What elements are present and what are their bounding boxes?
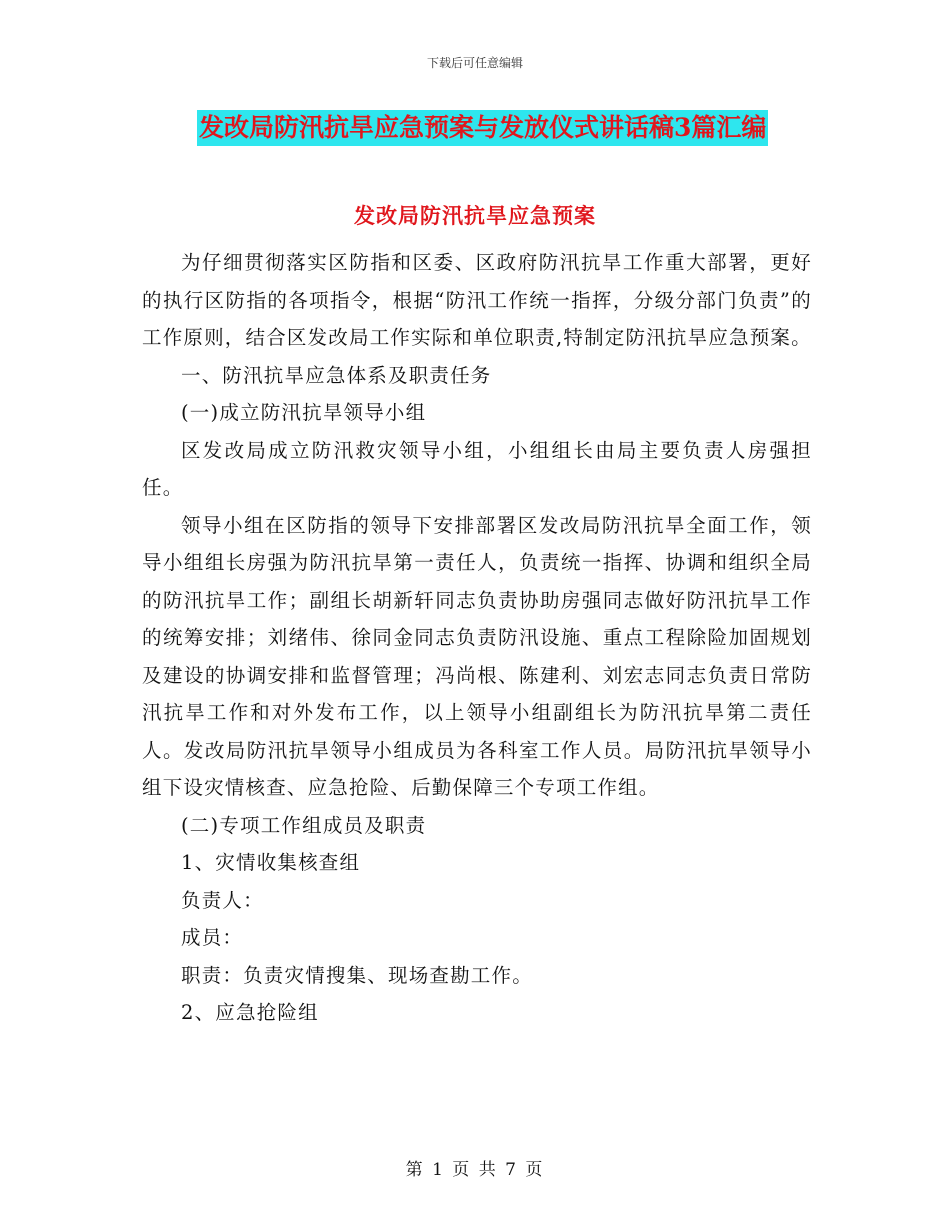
paragraph-intro: 为仔细贯彻落实区防指和区委、区政府防汛抗旱工作重大部署，更好的执行区防指的各项指令，根据“防汛工作统一指挥，分级分部门负责”的工作原则，结合区发改局工作实际和单位职责,特制定防汛抗旱应急预案。 [142, 251, 812, 349]
line-members: 成员： [181, 926, 244, 949]
page-number-footer: 第 1 页 共 7 页 [405, 1160, 545, 1180]
heading-emergency-rescue-group: 2、应急抢险组 [181, 1001, 319, 1024]
heading-special-groups: (二)专项工作组成员及职责 [181, 813, 427, 837]
paragraph-group-duties: 领导小组在区防指的领导下安排部署区发改局防汛抗旱全面工作，领导小组组长房强为防汛抗旱第一责任人，负责统一指挥、协调和组织全局的防汛抗旱工作；副组长胡新轩同志负责协助房强同志做好防汛抗旱工作的统筹安排；刘绪伟、徐同金同志负责防汛设施、重点工程除险加固规划及建设的协调安排和监督管理；冯尚根、陈建利、刘宏志同志负责日常防汛抗旱工作和对外发布工作，以上领导小组副组长为防汛抗旱第二责任人。发改局防汛抗旱领导小组成员为各科室工作人员。局防汛抗旱领导小组下设灾情核查、应急抢险、后勤保障三个专项工作组。 [142, 513, 812, 799]
line-person-in-charge: 负责人： [181, 888, 264, 912]
section-title: 发改局防汛抗旱应急预案 [354, 203, 596, 228]
page-header-note: 下载后可任意编辑 [426, 56, 523, 70]
line-duties: 职责：负责灾情搜集、现场查勘工作。 [181, 963, 533, 987]
paragraph-group-leader: 区发改局成立防汛救灾领导小组，小组组长由局主要负责人房强担任。 [142, 438, 812, 499]
heading-disaster-check-group: 1、灾情收集核查组 [181, 851, 361, 874]
document-title: 发改局防汛抗旱应急预案与发放仪式讲话稿3篇汇编 [197, 110, 768, 146]
document-body [142, 244, 812, 1032]
heading-system-duties: 一、防汛抗旱应急体系及职责任务 [181, 363, 492, 387]
heading-leading-group: (一)成立防汛抗旱领导小组 [181, 401, 427, 424]
